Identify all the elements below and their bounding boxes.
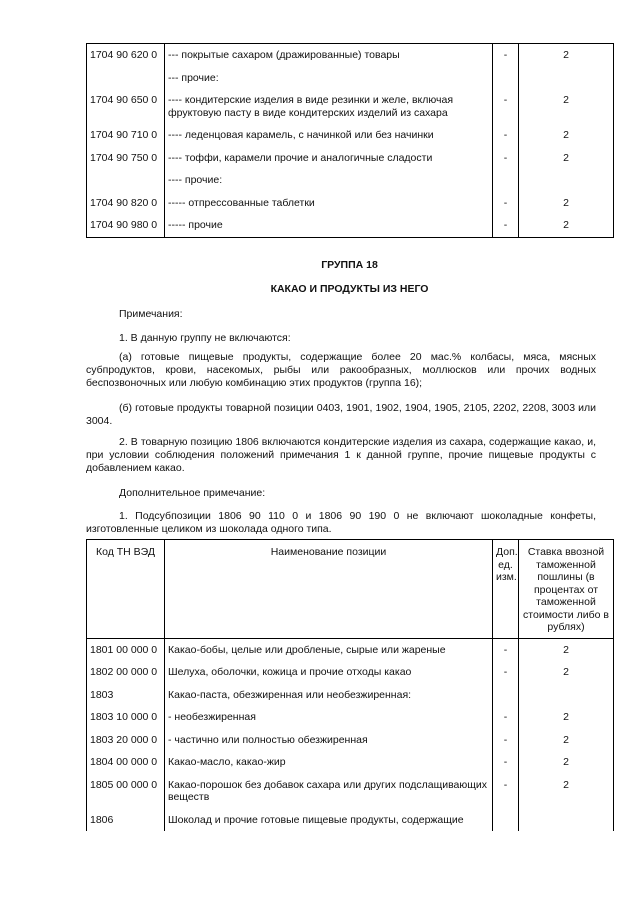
cell-unit: - [493,44,519,67]
cell-rate: 2 [519,729,614,752]
cell-code: 1704 90 710 0 [87,124,165,147]
cell-rate [519,684,614,707]
cell-name: --- покрытые сахаром (дражированные) товары [165,44,493,67]
cell-unit [493,67,519,90]
cell-unit: - [493,89,519,124]
additional-note-1: 1. Подсубпозиции 1806 90 110 0 и 1806 90 190 0 не включают шоколадные конфеты, изготовленные целиком из шоколада одного типа. [86,510,596,535]
cell-name: ---- прочие: [165,169,493,192]
cell-rate: 2 [519,192,614,215]
table-row [87,169,614,192]
table-row [87,124,614,147]
cell-code: 1803 [87,684,165,707]
cell-code: 1803 20 000 0 [87,729,165,752]
cell-name: Какао-паста, обезжиренная или необезжиренная: [165,684,493,707]
cell-name: Какао-бобы, целые или дробленые, сырые или жареные [165,638,493,661]
table-row [87,774,614,809]
cell-rate: 2 [519,147,614,170]
header-name: Наименование позиции [165,540,493,639]
cell-code: 1802 00 000 0 [87,661,165,684]
cell-rate: 2 [519,89,614,124]
cell-name: ---- леденцовая карамель, с начинкой или без начинки [165,124,493,147]
note-1: 1. В данную группу не включаются: [119,332,291,344]
cell-code: 1704 90 650 0 [87,89,165,124]
cell-name: ----- прочие [165,214,493,237]
tariff-table-continuation [86,43,614,238]
tariff-table-group-18 [86,539,614,831]
cell-unit [493,809,519,832]
cell-rate [519,809,614,832]
cell-name: Какао-порошок без добавок сахара или других подслащивающих веществ [165,774,493,809]
cell-unit: - [493,661,519,684]
cell-rate: 2 [519,751,614,774]
header-code: Код ТН ВЭД [87,540,165,639]
cell-name: Шоколад и прочие готовые пищевые продукты, содержащие [165,809,493,832]
table-header-row [87,540,614,639]
cell-name: --- прочие: [165,67,493,90]
note-1b: (б) готовые продукты товарной позиции 0403, 1901, 1902, 1904, 1905, 2105, 2202, 2208, 3003 или 3004. [86,402,596,427]
cell-rate: 2 [519,124,614,147]
cell-name: Какао-масло, какао-жир [165,751,493,774]
table-row [87,809,614,832]
table-row [87,67,614,90]
cell-code: 1803 10 000 0 [87,706,165,729]
cell-rate: 2 [519,706,614,729]
group-title: КАКАО И ПРОДУКТЫ ИЗ НЕГО [270,283,429,295]
cell-name: ---- тоффи, карамели прочие и аналогичные сладости [165,147,493,170]
cell-unit: - [493,638,519,661]
cell-name: ---- кондитерские изделия в виде резинки и желе, включая фруктовую пасту в виде кондитерских изделий из сахара [165,89,493,124]
table-row [87,638,614,661]
cell-unit: - [493,192,519,215]
cell-unit: - [493,751,519,774]
table-row [87,706,614,729]
table-row [87,684,614,707]
cell-unit: - [493,729,519,752]
cell-code: 1704 90 980 0 [87,214,165,237]
cell-rate: 2 [519,774,614,809]
cell-code: 1704 90 820 0 [87,192,165,215]
additional-notes-heading: Дополнительное примечание: [119,487,266,499]
cell-unit: - [493,214,519,237]
cell-unit [493,169,519,192]
table-row [87,214,614,237]
cell-unit: - [493,124,519,147]
cell-unit: - [493,706,519,729]
cell-code: 1801 00 000 0 [87,638,165,661]
cell-code [87,67,165,90]
table-row [87,147,614,170]
table-row [87,192,614,215]
cell-name: - частично или полностью обезжиренная [165,729,493,752]
cell-rate: 2 [519,44,614,67]
note-2: 2. В товарную позицию 1806 включаются кондитерские изделия из сахара, содержащие какао, и, при условии соблюдения положений примечания 1 к данной группе, прочие пищевые продукты с добавлением какао. [86,436,596,474]
header-rate: Ставка ввозной таможенной пошлины (в процентах от таможенной стоимости либо в рублях) [519,540,614,639]
group-number: ГРУППА 18 [321,259,378,271]
cell-code: 1804 00 000 0 [87,751,165,774]
table-row [87,44,614,67]
cell-name: Шелуха, оболочки, кожица и прочие отходы какао [165,661,493,684]
table-row [87,89,614,124]
cell-code: 1704 90 620 0 [87,44,165,67]
table-row [87,661,614,684]
cell-code: 1805 00 000 0 [87,774,165,809]
cell-unit: - [493,774,519,809]
header-unit: Доп. ед. изм. [493,540,519,639]
notes-heading: Примечания: [119,308,183,320]
cell-name: ----- отпрессованные таблетки [165,192,493,215]
cell-unit: - [493,147,519,170]
cell-name: - необезжиренная [165,706,493,729]
cell-rate: 2 [519,661,614,684]
note-1a: (а) готовые пищевые продукты, содержащие более 20 мас.% колбасы, мяса, мясных субпродуктов, крови, насекомых, рыбы или ракообразных, моллюсков или прочих водных беспозвоночных или любую комбинацию этих продуктов (группа 16); [86,351,596,389]
cell-code: 1806 [87,809,165,832]
cell-code: 1704 90 750 0 [87,147,165,170]
cell-code [87,169,165,192]
table-row [87,729,614,752]
cell-rate [519,169,614,192]
cell-rate: 2 [519,214,614,237]
cell-rate: 2 [519,638,614,661]
table-row [87,751,614,774]
cell-rate [519,67,614,90]
cell-unit [493,684,519,707]
